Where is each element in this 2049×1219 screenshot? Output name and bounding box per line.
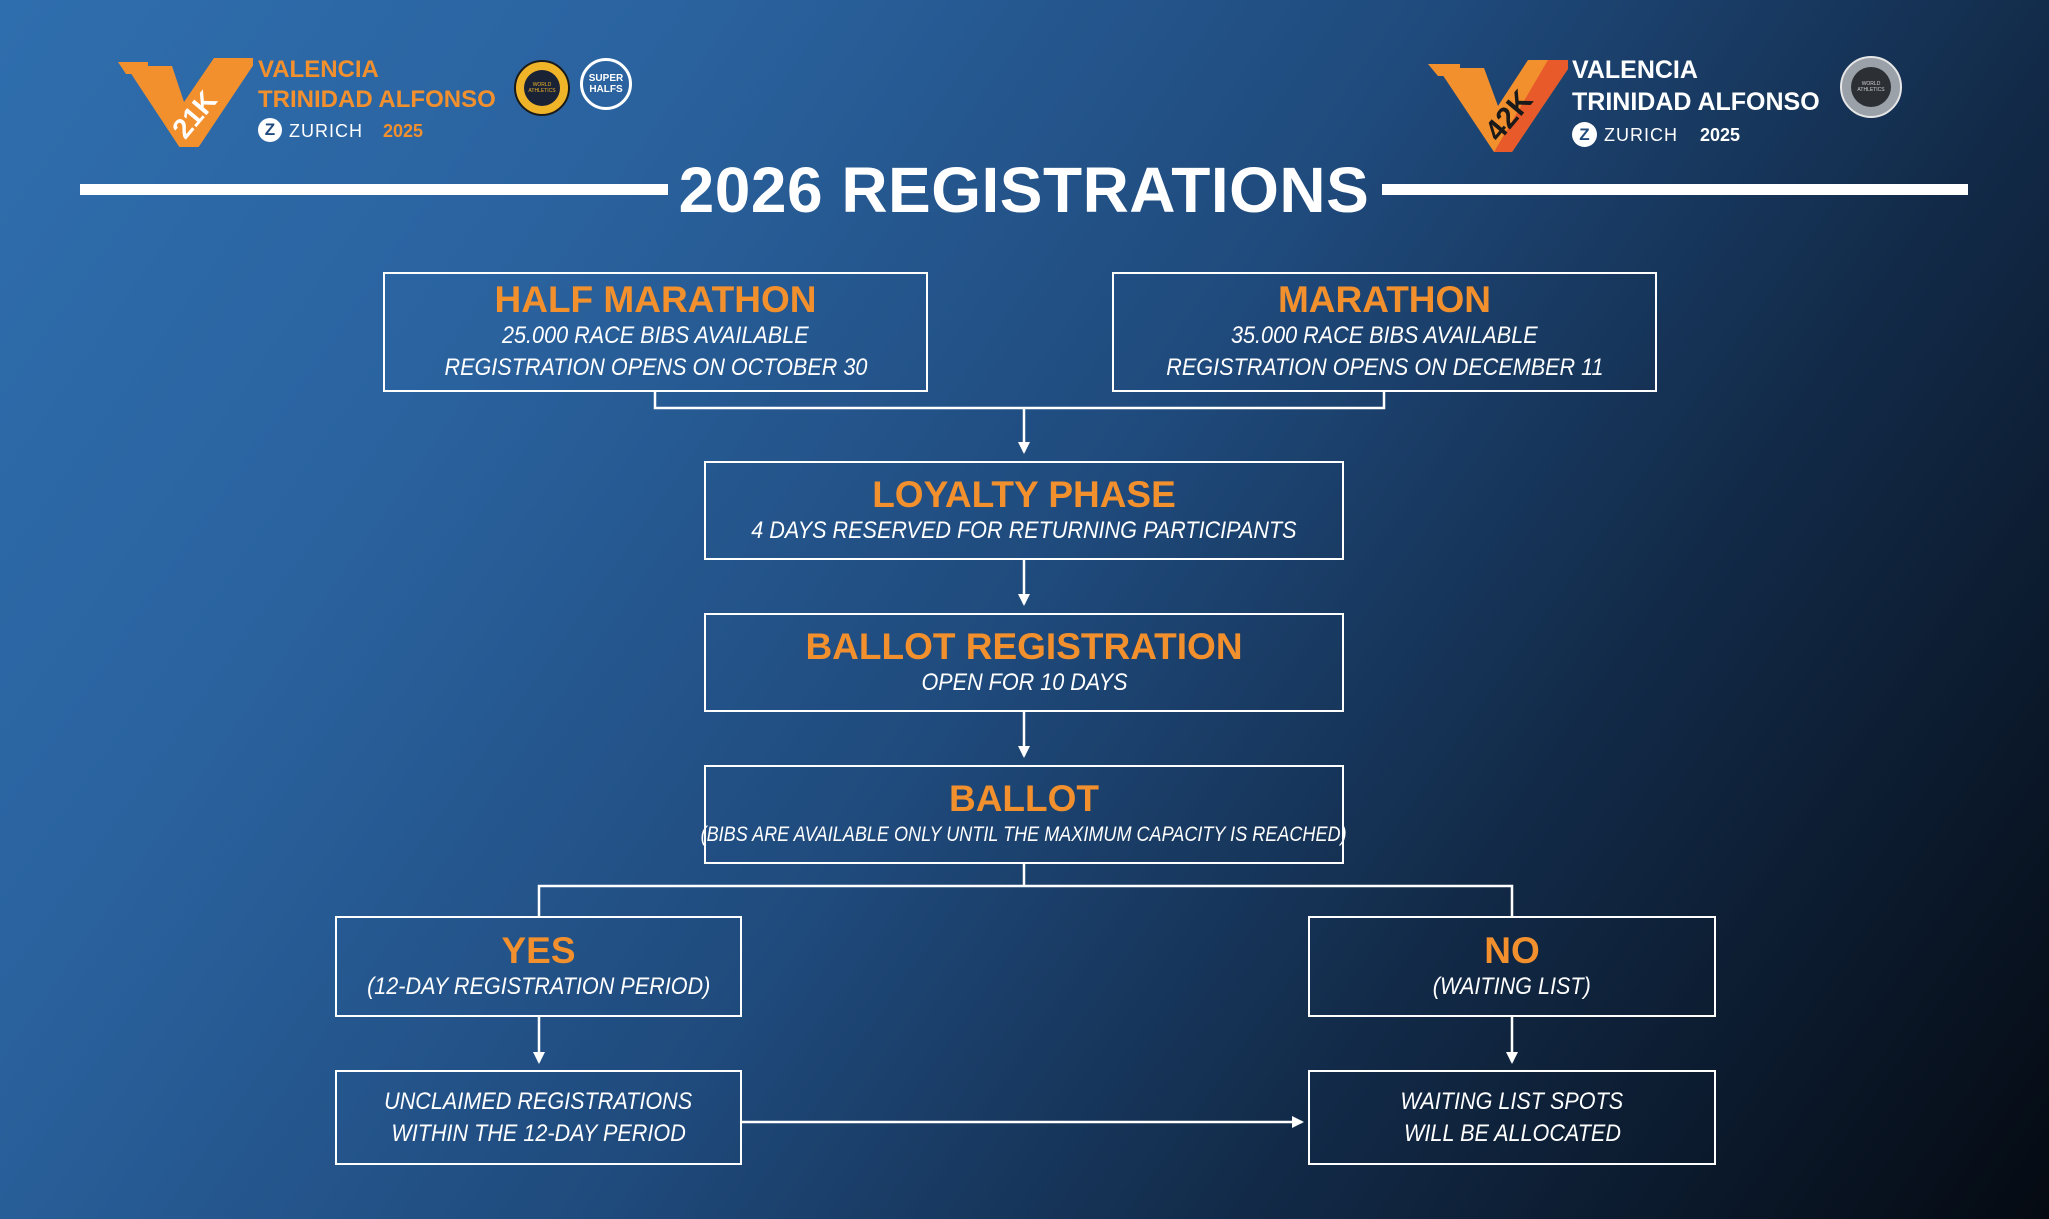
page-title: 2026 REGISTRATIONS [678,154,1370,226]
world-athletics-seal-gold: WORLD ATHLETICS [514,60,570,116]
zurich-icon: Z [1572,122,1597,147]
svg-text:21K: 21K [166,84,223,145]
logo-21k-year: 2025 [383,121,424,141]
node-title: NO [1484,929,1540,971]
node-line: (WAITING LIST) [1432,972,1592,1000]
node-title: LOYALTY PHASE [872,473,1176,515]
node-yes [335,916,742,1017]
node-line: OPEN FOR 10 DAYS [920,668,1128,696]
node-marathon [1112,272,1657,392]
node-line: 4 DAYS RESERVED FOR RETURNING PARTICIPANTS [751,516,1297,544]
world-athletics-seal-silver: WORLD ATHLETICS [1840,56,1902,118]
logo-21k-line2: TRINIDAD ALFONSO [258,86,496,113]
logo-21k-line1: VALENCIA [258,56,379,83]
node-waiting-list-spots [1308,1070,1716,1165]
node-title: BALLOT [948,777,1100,819]
logo-42k-sponsor: ZURICH [1604,125,1678,145]
connector-races-merge [655,392,1384,408]
node-ballot-registration [704,613,1344,712]
logo-21k-sponsor: ZURICH [289,121,363,141]
node-ballot [701,765,1348,864]
svg-text:42K: 42K [1478,84,1540,148]
node-line: WILL BE ALLOCATED [1403,1119,1621,1147]
node-line: WITHIN THE 12-DAY PERIOD [391,1119,686,1147]
node-no [1308,916,1716,1017]
node-title: HALF MARATHON [494,279,817,320]
node-half-marathon [383,272,928,392]
node-line: (BIBS ARE AVAILABLE ONLY UNTIL THE MAXIMUM CAPACITY IS REACHED) [701,822,1348,846]
connector-ballot-split [539,886,1512,916]
node-title: BALLOT REGISTRATION [805,625,1243,667]
node-line: UNCLAIMED REGISTRATIONS [384,1087,693,1115]
node-line: WAITING LIST SPOTS [1400,1087,1624,1115]
node-title: MARATHON [1277,279,1492,320]
node-unclaimed-registrations [335,1070,742,1165]
node-line: REGISTRATION OPENS ON DECEMBER 11 [1165,354,1604,381]
logo-42k-year: 2025 [1700,125,1741,145]
node-loyalty-phase [704,461,1344,560]
node-line: REGISTRATION OPENS ON OCTOBER 30 [444,354,867,381]
node-line: (12-DAY REGISTRATION PERIOD) [366,972,711,1000]
logo-42k-line1: VALENCIA [1572,56,1698,84]
super-halfs-seal: SUPER HALFS [580,58,632,110]
node-line: 35.000 RACE BIBS AVAILABLE [1231,322,1538,349]
node-title: YES [501,929,576,971]
zurich-icon: Z [258,118,282,142]
logo-42k-line2: TRINIDAD ALFONSO [1572,88,1820,116]
node-line: 25.000 RACE BIBS AVAILABLE [502,322,809,349]
